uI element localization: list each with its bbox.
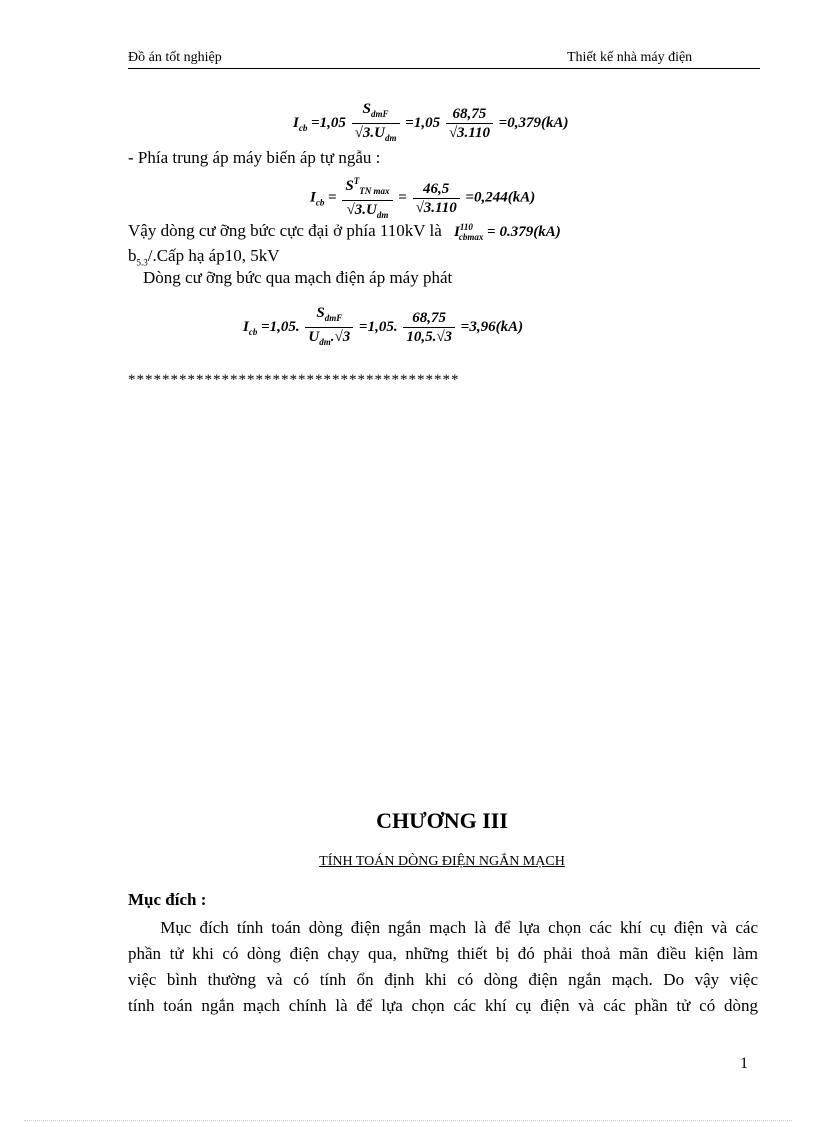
- paragraph-line: tính toán ngắn mạch chính là để lựa chọn các khí cụ điện và các phần tử có dòng: [128, 996, 758, 1015]
- paragraph-line: việc bình thường và có tính ổn định khi có dòng điện ngắn mạch. Do vậy việc: [128, 970, 758, 989]
- equation-2: $I_{cb}$ = $\frac{S^T_{TN max}}{√3.U_{dm}}$ = $\frac{46,5}{√3.110}$ =0,244(kA): [310, 172, 535, 224]
- purpose-heading: Mục đích :: [128, 890, 207, 909]
- purpose-paragraph: [128, 915, 758, 1019]
- header-right: Thiết kế nhà máy điện: [567, 50, 693, 65]
- line-trung-ap: - Phía trung áp máy biến áp tự ngẫu :: [128, 148, 381, 167]
- header-left: Đồ án tốt nghiệp: [128, 50, 222, 65]
- separator-stars: ***************************************: [128, 372, 460, 388]
- line-dong: Dòng cư ỡng bức qua mạch điện áp máy phát: [143, 268, 453, 287]
- header-rule: [128, 68, 760, 69]
- chapter-subtitle: TÍNH TOÁN DÒNG ĐIỆN NGẮN MẠCH: [319, 854, 565, 869]
- chapter-title: CHƯƠNG III: [376, 808, 508, 833]
- page-number: 1: [740, 1055, 748, 1072]
- page-bottom-rule: [24, 1120, 792, 1121]
- paragraph-line: Mục đích tính toán dòng điện ngắn mạch là để lựa chọn các khí cụ điện và các: [128, 918, 758, 937]
- equation-3: $I^{110}_{cbmax} = 0.379(kA)$: [454, 222, 561, 242]
- line-vay: Vậy dòng cư ỡng bức cực đại ở phía 110kV là $I^{110}_{cbmax} = 0.379(kA)$: [128, 221, 561, 242]
- equation-1: $I_{cb} =1,05$ $\frac{S_{dmF}}{√3.U_{dm}}$ =1,05 $\frac{68,75}{√3.110}$ =0,379(kA): [293, 101, 569, 143]
- equation-4: $I_{cb} =1,05$. $\frac{S_{dmF}}{U_{dm}.√3}$ =1,05. $\frac{68,75}{10,5.√3}$ =3,96(kA): [243, 305, 524, 347]
- line-b53: $b_{5.3}/.Cấp$ hạ áp10, 5kV: [128, 246, 280, 268]
- paragraph-line: phần tử khi có dòng điện chạy qua, những thiết bị đó phải thoả mãn điều kiện làm: [128, 944, 758, 963]
